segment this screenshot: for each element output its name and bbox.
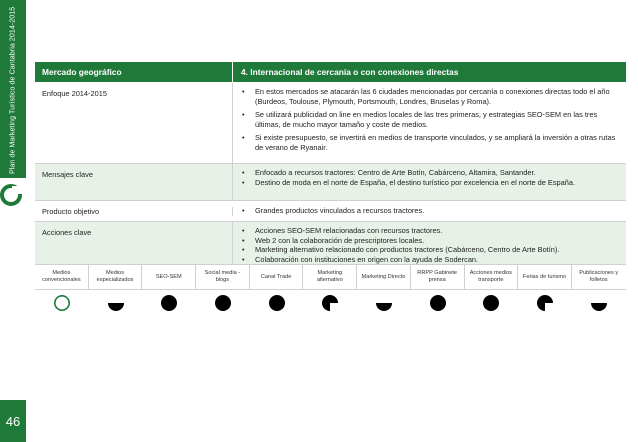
row-producto [35, 201, 626, 222]
harvey-ball-icon [429, 294, 447, 312]
page-number: 46 [0, 400, 26, 442]
row-content [233, 83, 626, 163]
harvey-ball-icon [536, 294, 554, 312]
list-item: • Marketing alternativo relacionado con productos tractores (Cabárceno, Centro de Arte Botín). [241, 245, 618, 255]
row-mensajes [35, 164, 626, 201]
row-enfoque [35, 83, 626, 164]
list-item: • Enfocado a recursos tractores: Centro de Arte Botín, Cabárceno, Altamira, Santander. [241, 168, 618, 178]
channel-label: SEO-SEM [142, 265, 196, 289]
row-content [233, 206, 626, 216]
sidebar-strip [0, 0, 26, 178]
harvey-ball-icon [482, 294, 500, 312]
sidebar [0, 0, 26, 442]
row-content [233, 222, 626, 264]
channel-label: RRPP Gabinete prensa [411, 265, 465, 289]
channel-label: Social media - blogs [196, 265, 250, 289]
channel-mark [303, 290, 357, 316]
list-item: • Acciones SEO-SEM relacionadas con recursos tractores. [241, 226, 618, 236]
harvey-ball-icon [53, 294, 71, 312]
list-item: • Web 2 con la colaboración de prescriptores locales. [241, 236, 618, 246]
channel-mark [250, 290, 304, 316]
header-market-label: Mercado geográfico [35, 62, 233, 82]
channel-label: Ferias de turismo [518, 265, 572, 289]
table-header [35, 62, 626, 83]
list-item: • Colaboración con instituciones en origen con la ayuda de Sodercan. [241, 255, 618, 265]
row-label: Mensajes clave [35, 164, 233, 200]
channel-label: Medios convencionales [35, 265, 89, 289]
channel-mark [35, 290, 89, 316]
channel-intensity-marks [35, 290, 626, 316]
header-market-value: 4. Internacional de cercanía o con conexiones directas [241, 67, 459, 77]
market-table [35, 62, 626, 316]
harvey-ball-icon [107, 294, 125, 312]
row-label: Acciones clave [35, 222, 233, 264]
channel-mark [142, 290, 196, 316]
harvey-ball-icon [268, 294, 286, 312]
channel-headers [35, 265, 626, 290]
row-label: Producto objetivo [35, 207, 233, 216]
list-item: • Destino de moda en el norte de España, el destino turístico por excelencia en el norte de España. [241, 178, 618, 188]
document-title: Plan de Marketing Turístico de Cantabria 2014-2015 [9, 6, 17, 174]
harvey-ball-icon [214, 294, 232, 312]
list-item: • Grandes productos vinculados a recursos tractores. [241, 206, 618, 216]
row-acciones [35, 222, 626, 265]
list-item: • Se utilizará publicidad on line en medios locales de las tres primeras, y estrategias SEO-SEM en las tres últimas, de mucho mayor tamaño y coste de medios. [241, 110, 618, 129]
harvey-ball-icon [321, 294, 339, 312]
channel-label: Acciones medios transporte [465, 265, 519, 289]
channel-label: Marketing Directo [357, 265, 411, 289]
cantabria-logo-icon [0, 182, 26, 208]
row-label: Enfoque 2014-2015 [35, 83, 233, 163]
channel-mark [411, 290, 465, 316]
channel-mark [572, 290, 626, 316]
channel-mark [196, 290, 250, 316]
harvey-ball-icon [160, 294, 178, 312]
harvey-ball-icon [375, 294, 393, 312]
list-item: • En estos mercados se atacarán las 6 ciudades mencionadas por cercanía o conexiones directas todo el año (Burdeos, Toulouse, Plymouth, Portsmouth, Londres, Bruselas y Roma). [241, 87, 618, 106]
channel-label: Medios especializados [89, 265, 143, 289]
channel-mark [89, 290, 143, 316]
channel-label: Marketing alternativo [303, 265, 357, 289]
channel-mark [465, 290, 519, 316]
channel-label: Canal Trade [250, 265, 304, 289]
list-item: • Si existe presupuesto, se invertirá en medios de transporte vinculados, y se ampliará la inversión a otras rutas de verano de Ryanair. [241, 133, 618, 152]
channel-label: Publicaciones y folletos [579, 270, 619, 283]
row-content [233, 164, 626, 200]
channel-mark [518, 290, 572, 316]
harvey-ball-icon [590, 294, 608, 312]
channel-mark [357, 290, 411, 316]
